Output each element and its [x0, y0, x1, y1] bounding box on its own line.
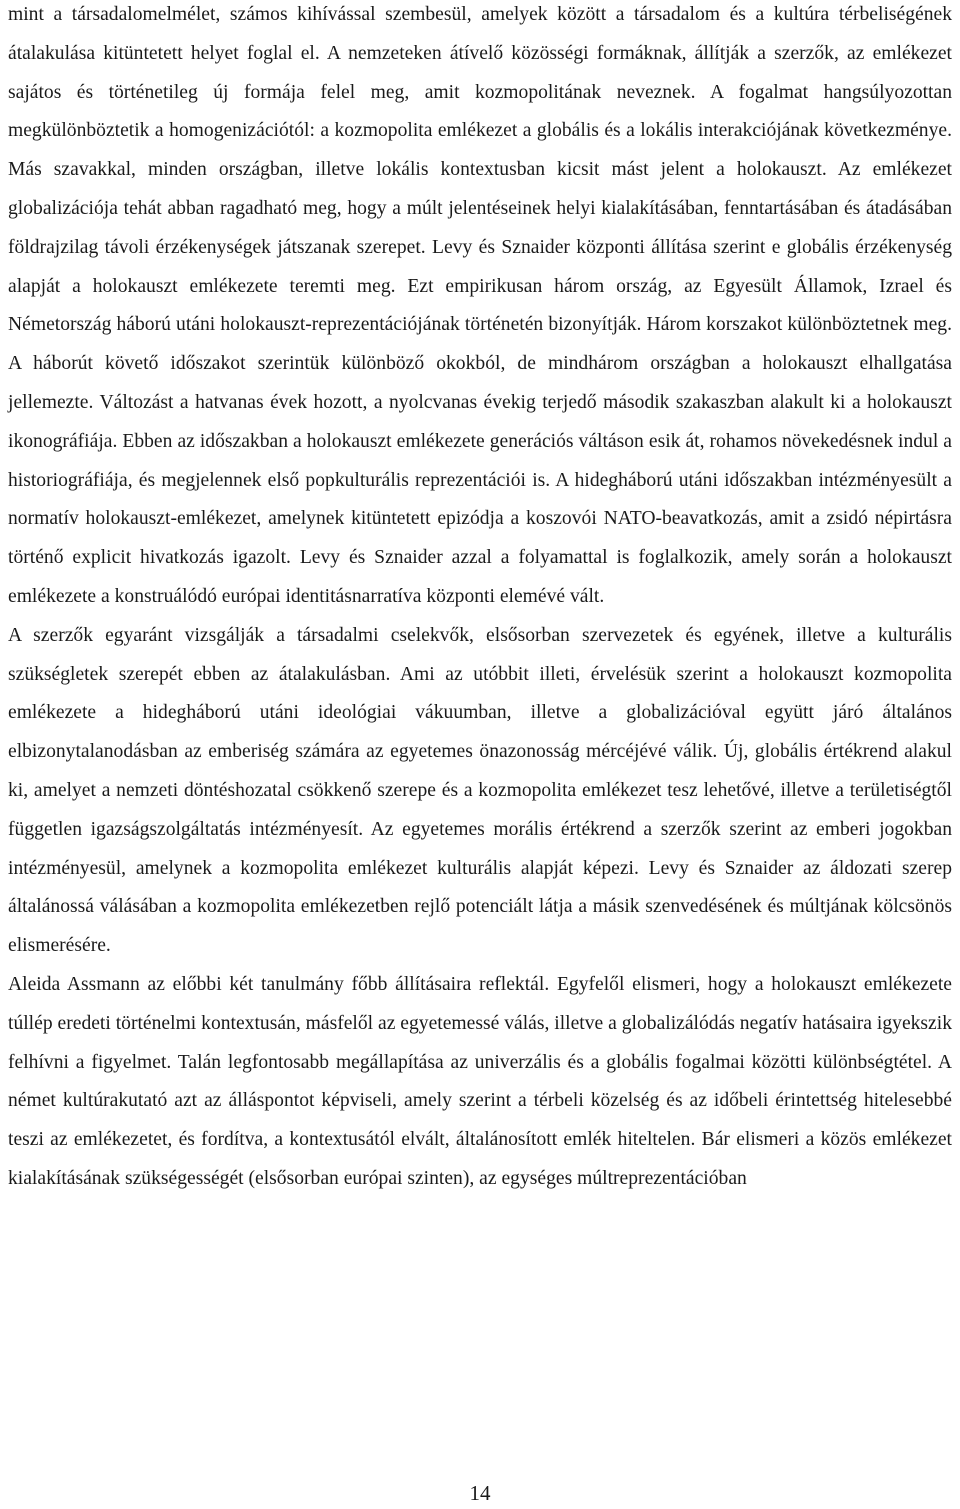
paragraph-2: A szerzők egyaránt vizsgálják a társadalmi cselekvők, elsősorban szervezetek és egyének, illetve a kulturális szükségletek szerepét ebben az átalakulásban. Ami az utóbbit illeti, érvelésük szerint a holokauszt kozmopolita emlékezete a hidegháború utáni ideológiai vákuumban, illetve a globalizációval együtt járó általános elbizonytalanodásban az emberiség számára az egyetemes önazonosság mércéjévé válik. Új, globális értékrend alakul ki, amelyet a nemzeti döntéshozatal csökkenő szerepe és a kozmopolita emlékezet tesz lehetővé, illetve a területiségtől független igazságszolgáltatás intézményesít. Az egyetemes morális értékrend a szerzők szerint az emberi jogokban intézményesül, amelynek a kozmopolita emlékezet kulturális alapját képezi. Levy és Sznaider az áldozati szerep általánossá válásában a kozmopolita emlékezetben rejlő potenciált látja a másik szenvedésének és múltjának kölcsönös elismerésére.	[8, 624, 952, 957]
paragraph-3: Aleida Assmann az előbbi két tanulmány főbb állításaira reflektál. Egyfelől elismeri, hogy a holokauszt emlékezete túllép eredeti történelmi kontextusán, másfelől az egyetemessé válás, illetve a globalizálódás negatív hatásaira igyekszik felhívni a figyelmet. Talán legfontosabb megállapítása az univerzális és a globális fogalmai közötti különbségtétel. A német kultúrakutató azt az álláspontot képviseli, amely szerint a térbeli közelség és az időbeli érintettség hitelesebbé teszi az emlékezetet, és fordítva, a kontextusától elvált, általánosított emlék hiteltelen. Bár elismeri a közös emlékezet kialakításának szükségességét (elsősorban európai szinten), az egységes múltreprezentációban	[8, 973, 952, 1189]
document-page	[8, 0, 952, 1199]
paragraph-1: mint a társadalomelmélet, számos kihívással szembesül, amelyek között a társadalom és a kultúra térbeliségének átalakulása kitüntetett helyet foglal el. A nemzeteken átívelő közösségi formáknak, állítják a szerzők, az emlékezet sajátos és történetileg új formája felel meg, amit kozmopolitának neveznek. A fogalmat hangsúlyozottan megkülönböztetik a homogenizációtól: a kozmopolita emlékezet a globális és a lokális interakciójának következménye. Más szavakkal, minden országban, illetve lokális kontextusban kicsit mást jelent a holokauszt. Az emlékezet globalizációja tehát abban ragadható meg, hogy a múlt jelentéseinek helyi kialakításában, fenntartásában és átadásában földrajzilag távoli érzékenységek játszanak szerepet. Levy és Sznaider központi állítása szerint e globális érzékenység alapját a holokauszt emlékezete teremti meg. Ezt empirikusan három ország, az Egyesült Államok, Izrael és Németország háború utáni holokauszt-reprezentációjának történetén bizonyítják. Három korszakot különböztetnek meg. A háborút követő időszakot szerintük különböző okokból, de mindhárom országban a holokauszt elhallgatása jellemezte. Változást a hatvanas évek hozott, a nyolcvanas évekig terjedő második szakaszban alakult ki a holokauszt ikonográfiája. Ebben az időszakban a holokauszt emlékezete generációs váltáson esik át, rohamos növekedésnek indul a historiográfiája, és megjelennek első popkulturális reprezentációi is. A hidegháború utáni időszakban intézményesült a normatív holokauszt-emlékezet, amelynek kitüntetett epizódja a koszovói NATO-beavatkozás, amit a zsidó népirtásra történő explicit hivatkozás igazolt. Levy és Sznaider azzal a folyamattal is foglalkozik, amely során a holokauszt emlékezete a konstruálódó európai identitásnarratíva központi elemévé vált.	[8, 4, 952, 607]
page-number: 14	[469, 1481, 491, 1505]
